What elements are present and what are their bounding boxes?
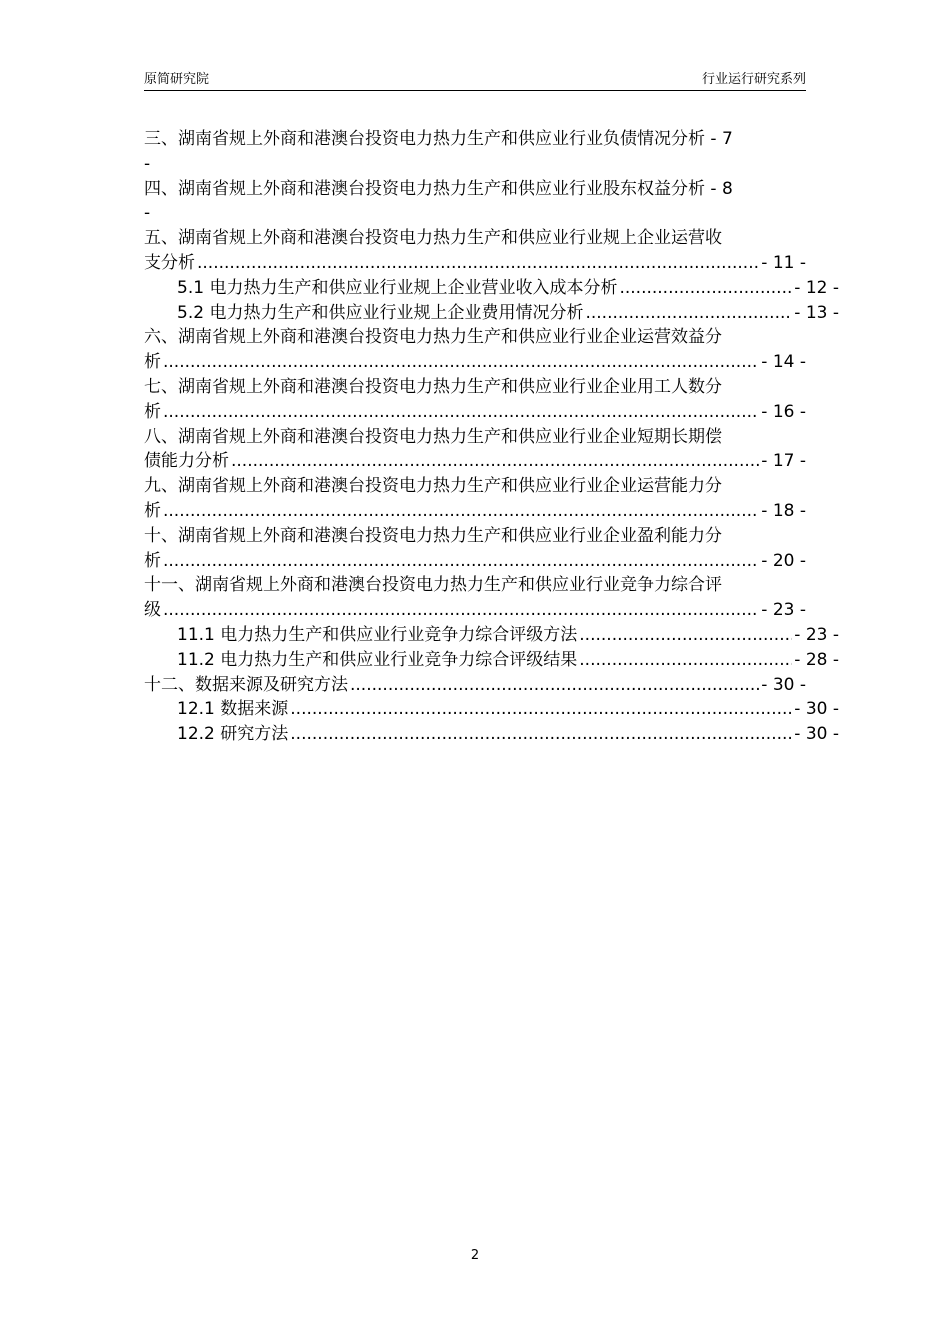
toc-entry-12[interactable] — [144, 673, 806, 698]
toc-leader-dots — [585, 301, 792, 326]
toc-entry-12-1-page: - 30 - — [794, 699, 839, 720]
header-series-title: 行业运行研究系列 — [701, 72, 806, 87]
toc-entry-12-page: - 30 - — [761, 674, 806, 695]
toc-entry-12-title: 十二、数据来源及研究方法 — [144, 674, 348, 695]
toc-entry-10-page: - 20 - — [761, 550, 806, 571]
header-org-name: 原简研究院 — [144, 72, 210, 87]
toc-entry-11-2-page: - 28 - — [794, 649, 839, 670]
toc-entry-6[interactable] — [144, 325, 806, 375]
toc-entry-5-2-page: - 13 - — [794, 302, 839, 323]
toc-leader-dots — [290, 722, 792, 747]
toc-entry-10-title: 十、湖南省规上外商和港澳台投资电力热力生产和供应业行业企业盈利能力分 — [144, 525, 722, 546]
toc-entry-7-page: - 16 - — [761, 401, 806, 422]
toc-leader-dots — [163, 400, 759, 425]
toc-entry-5-1-page: - 12 - — [794, 277, 839, 298]
toc-leader-dots — [197, 251, 759, 276]
toc-entry-3-title: 三、湖南省规上外商和港澳台投资电力热力生产和供应业行业负债情况分析 - 7 — [144, 129, 733, 149]
toc-entry-11-title: 十一、湖南省规上外商和港澳台投资电力热力生产和供应业行业竞争力综合评 — [144, 575, 722, 596]
toc-entry-4[interactable] — [144, 177, 806, 227]
toc-leader-dots — [163, 549, 759, 574]
toc-entry-5-2[interactable] — [144, 301, 839, 326]
toc-entry-12-2[interactable] — [144, 722, 839, 747]
toc-leader-dots — [163, 499, 759, 524]
toc-entry-6-page: - 14 - — [761, 352, 806, 373]
toc-entry-10[interactable] — [144, 524, 806, 574]
toc-entry-12-1-title: 12.1 数据来源 — [177, 699, 289, 720]
toc-leader-dots — [579, 648, 792, 673]
toc-entry-7-continued: 析 — [144, 401, 161, 422]
toc-entry-3[interactable] — [144, 127, 806, 177]
toc-entry-11[interactable] — [144, 573, 806, 623]
toc-entry-8-title: 八、湖南省规上外商和港澳台投资电力热力生产和供应业行业企业短期长期偿 — [144, 426, 722, 447]
toc-entry-12-2-title: 12.2 研究方法 — [177, 724, 289, 745]
toc-entry-7[interactable] — [144, 375, 806, 425]
toc-entry-5-1-title: 5.1 电力热力生产和供应业行业规上企业营业收入成本分析 — [177, 277, 618, 298]
toc-entry-5-title: 五、湖南省规上外商和港澳台投资电力热力生产和供应业行业规上企业运营收 — [144, 228, 722, 249]
toc-entry-7-title: 七、湖南省规上外商和港澳台投资电力热力生产和供应业行业企业用工人数分 — [144, 376, 722, 397]
toc-entry-8-continued: 债能力分析 — [144, 451, 229, 472]
toc-entry-6-title: 六、湖南省规上外商和港澳台投资电力热力生产和供应业行业企业运营效益分 — [144, 327, 722, 348]
toc-entry-8-page: - 17 - — [761, 451, 806, 472]
toc-entry-9[interactable] — [144, 474, 806, 524]
toc-leader-dots — [290, 697, 792, 722]
toc-entry-11-1-page: - 23 - — [794, 624, 839, 645]
toc-entry-11-page: - 23 - — [761, 600, 806, 621]
toc-entry-11-2[interactable] — [144, 648, 839, 673]
toc-entry-9-page: - 18 - — [761, 500, 806, 521]
toc-entry-12-1[interactable] — [144, 697, 839, 722]
toc-leader-dots — [619, 276, 792, 301]
toc-entry-8[interactable] — [144, 425, 806, 475]
toc-entry-5-1[interactable] — [144, 276, 839, 301]
toc-leader-dots — [163, 598, 759, 623]
toc-entry-5-2-title: 5.2 电力热力生产和供应业行业规上企业费用情况分析 — [177, 302, 584, 323]
toc-entry-5-page: - 11 - — [761, 252, 806, 273]
toc-entry-11-continued: 级 — [144, 600, 161, 621]
toc-entry-11-1[interactable] — [144, 623, 839, 648]
toc-entry-5[interactable] — [144, 226, 806, 276]
page-header — [144, 68, 806, 91]
toc-entry-6-continued: 析 — [144, 352, 161, 373]
toc-entry-10-continued: 析 — [144, 550, 161, 571]
toc-entry-12-2-page: - 30 - — [794, 724, 839, 745]
toc-entry-4-continued: - — [144, 203, 151, 224]
toc-leader-dots — [231, 449, 759, 474]
toc-entry-5-continued: 支分析 — [144, 252, 195, 273]
toc-leader-dots — [350, 673, 759, 698]
toc-entry-11-2-title: 11.2 电力热力生产和供应业行业竞争力综合评级结果 — [177, 649, 578, 670]
toc-entry-3-continued: - — [144, 153, 151, 174]
toc-entry-9-title: 九、湖南省规上外商和港澳台投资电力热力生产和供应业行业企业运营能力分 — [144, 476, 722, 497]
toc-leader-dots — [163, 350, 759, 375]
toc-leader-dots — [579, 623, 792, 648]
toc-entry-11-1-title: 11.1 电力热力生产和供应业行业竞争力综合评级方法 — [177, 624, 578, 645]
toc-entry-9-continued: 析 — [144, 500, 161, 521]
page-number: 2 — [470, 1248, 480, 1263]
table-of-contents — [144, 127, 839, 747]
toc-entry-4-title: 四、湖南省规上外商和港澳台投资电力热力生产和供应业行业股东权益分析 - 8 — [144, 178, 733, 199]
